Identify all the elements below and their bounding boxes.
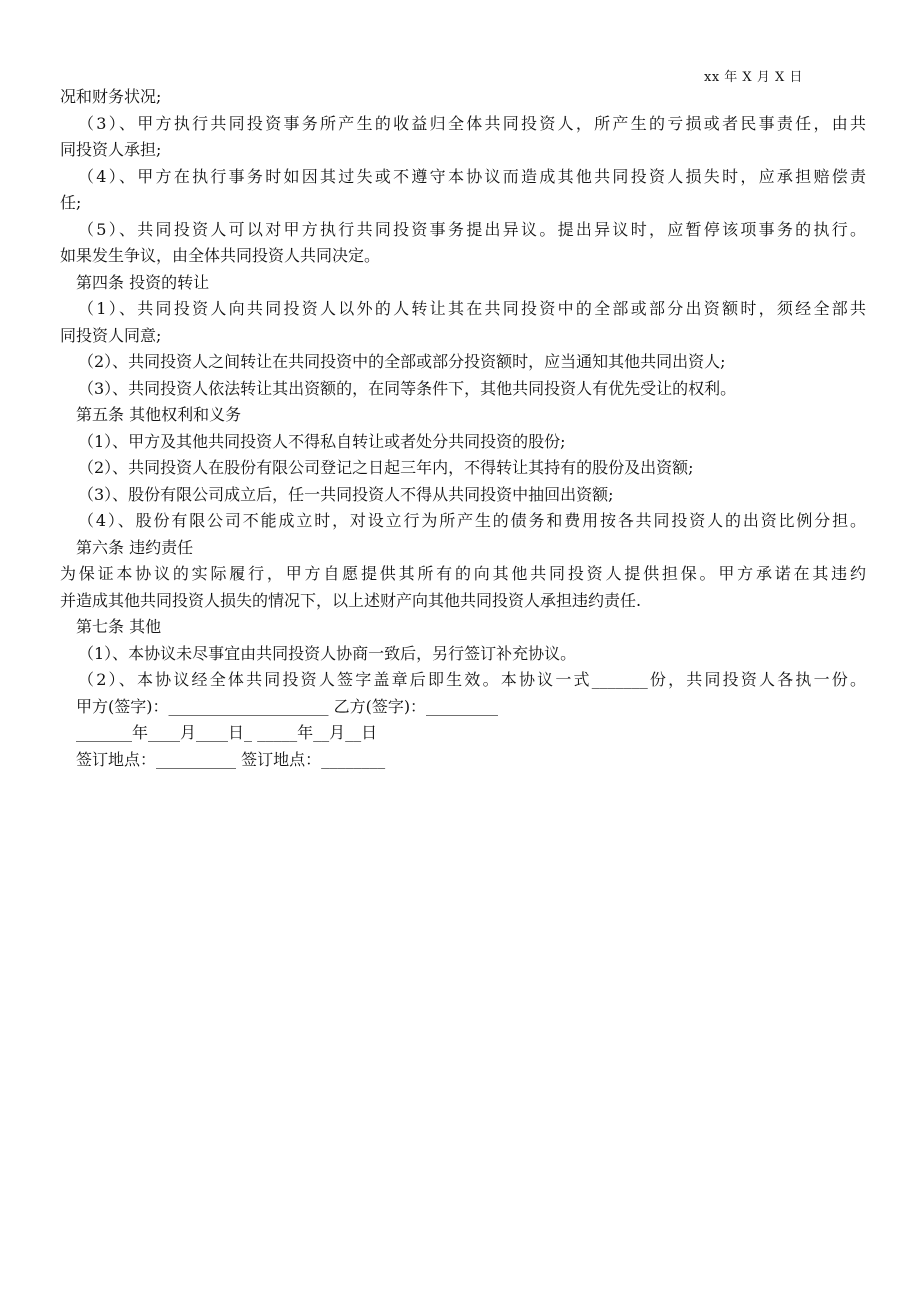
article-4-heading: 第四条 投资的转让 (76, 272, 210, 292)
clause-4-line-2: 任; (60, 193, 82, 212)
article-4-clause-1-line-2: 同投资人同意; (60, 325, 162, 345)
article-5-clause-4: （4）、股份有限公司不能成立时，对设立行为所产生的债务和费用按各共同投资人的出资比例分担。 (78, 511, 866, 530)
article-7-clause-2: （2）、本协议经全体共同投资人签字盖章后即生效。本协议一式_______份，共同投资人各执一份。 (78, 670, 866, 689)
article-5-clause-3: （3）、股份有限公司成立后，任一共同投资人不得从共同投资中抽回出资额; (78, 484, 614, 504)
clause-4-line-1: （4）、甲方在执行事务时如因其过失或不遵守本协议而造成其他共同投资人损失时，应承担赔偿责 (78, 166, 866, 186)
clause-5-line-1: （5）、共同投资人可以对甲方执行共同投资事务提出异议。提出异议时，应暂停该项事务的执行。 (78, 219, 866, 239)
article-6-heading: 第六条 违约责任 (76, 537, 194, 557)
article-5-clause-1: （1）、甲方及其他共同投资人不得私自转让或者处分共同投资的股份; (78, 431, 566, 451)
header-date: xx 年 X 月 X 日 (704, 70, 803, 85)
signature-line: 甲方(签字)：____________________ 乙方(签字)：_________ (76, 696, 499, 716)
paragraph-line: 况和财务状况; (60, 87, 162, 106)
clause-3-line-1: （3）、甲方执行共同投资事务所产生的收益归全体共同投资人，所产生的亏损或者民事责任，由共 (78, 113, 866, 133)
article-4-clause-1-line-1: （1）、共同投资人向共同投资人以外的人转让其在共同投资中的全部或部分出资额时，须经全部共 (78, 299, 866, 318)
clause-5-line-2: 如果发生争议，由全体共同投资人共同决定。 (60, 246, 381, 265)
clause-3-line-2: 同投资人承担; (60, 140, 162, 159)
article-6-body-line-2: 并造成其他共同投资人损失的情况下，以上述财产向其他共同投资人承担违约责任. (60, 590, 642, 610)
article-4-clause-3: （3）、共同投资人依法转让其出资额的，在同等条件下，其他共同投资人有优先受让的权利。 (78, 378, 737, 398)
signing-place-line: 签订地点：__________ 签订地点：________ (76, 749, 386, 769)
contract-body (60, 84, 866, 773)
date-line: _______年____月____日_ _____年__月__日 (76, 723, 378, 742)
article-7-heading: 第七条 其他 (76, 617, 162, 636)
article-7-clause-1: （1）、本协议未尽事宜由共同投资人协商一致后，另行签订补充协议。 (78, 643, 577, 663)
article-5-heading: 第五条 其他权利和义务 (76, 405, 242, 424)
article-6-body-line-1: 为保证本协议的实际履行，甲方自愿提供其所有的向其他共同投资人提供担保。甲方承诺在其违约 (60, 564, 866, 583)
article-4-clause-2: （2）、共同投资人之间转让在共同投资中的全部或部分投资额时，应当通知其他共同出资人; (78, 352, 726, 371)
article-5-clause-2: （2）、共同投资人在股份有限公司登记之日起三年内，不得转让其持有的股份及出资额; (78, 458, 694, 477)
